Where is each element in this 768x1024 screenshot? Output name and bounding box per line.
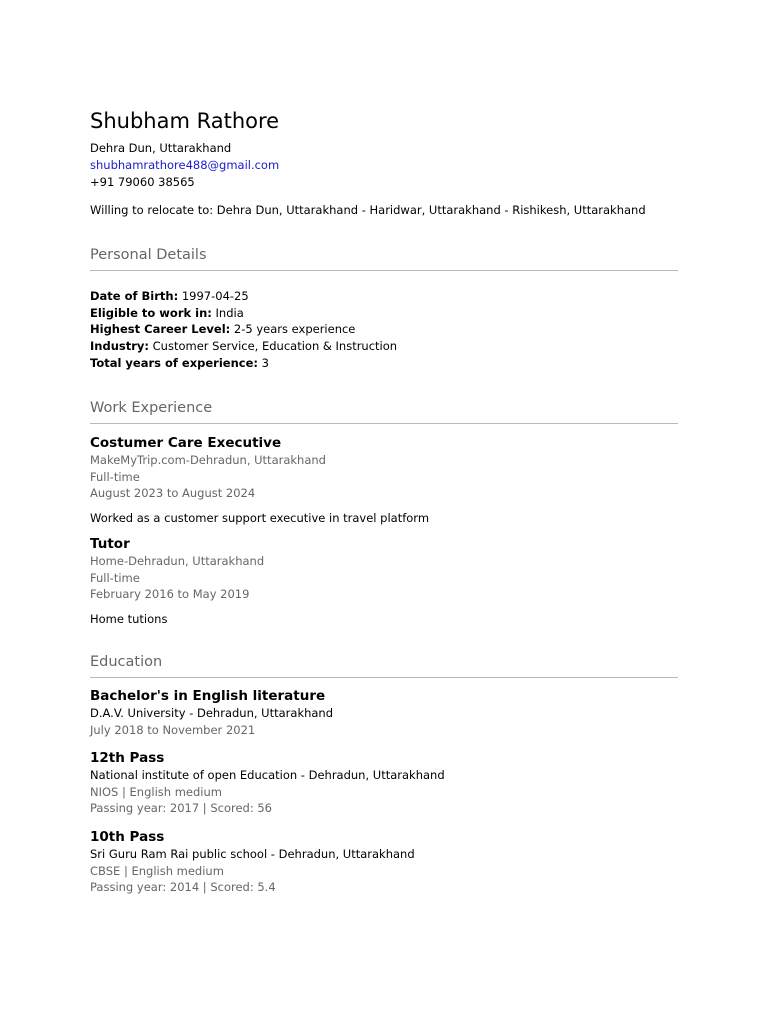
field-value: Customer Service, Education & Instruction: [152, 339, 398, 354]
location-text: Dehra Dun, Uttarakhand: [90, 141, 232, 155]
field-label: Industry:: [90, 339, 149, 354]
email-link[interactable]: shubhamrathore488@gmail.com: [90, 158, 280, 172]
job-description: Worked as a customer support executive in travel platform: [90, 511, 430, 526]
field-eligible: [90, 305, 678, 322]
job-dates: February 2016 to May 2019: [90, 587, 250, 602]
field-label: Eligible to work in:: [90, 305, 212, 320]
education-entry: [90, 687, 678, 738]
section-title-education: Education: [90, 652, 678, 678]
field-career-level: [90, 321, 678, 338]
school-name: Sri Guru Ram Rai public school - Dehradun, Uttarakhand: [90, 847, 415, 861]
education-board: NIOS | English medium: [90, 784, 222, 799]
section-title-personal: Personal Details: [90, 245, 678, 271]
education-entry: [90, 749, 678, 817]
job-entry: [90, 434, 678, 527]
school-name: National institute of open Education - Dehradun, Uttarakhand: [90, 768, 445, 782]
school-name: D.A.V. University - Dehradun, Uttarakhand: [90, 706, 334, 720]
candidate-name: Shubham Rathore: [90, 109, 280, 133]
field-value: India: [215, 305, 244, 320]
job-type: Full-time: [90, 469, 140, 484]
job-company: Home-Dehradun, Uttarakhand: [90, 554, 265, 568]
job-title: Costumer Care Executive: [90, 435, 282, 451]
education-score: Passing year: 2014 | Scored: 5.4: [90, 880, 276, 895]
education-score: Passing year: 2017 | Scored: 56: [90, 801, 272, 816]
field-value: 2-5 years experience: [233, 322, 356, 337]
education-entry: [90, 828, 678, 896]
degree-title: Bachelor's in English literature: [90, 688, 326, 704]
degree-title: 12th Pass: [90, 750, 165, 766]
phone-text: +91 79060 38565: [90, 175, 195, 189]
field-total-experience: [90, 355, 678, 372]
field-label: Total years of experience:: [90, 355, 258, 370]
job-title: Tutor: [90, 536, 130, 552]
field-industry: [90, 338, 678, 355]
job-dates: August 2023 to August 2024: [90, 486, 256, 501]
relocate-text: Willing to relocate to: Dehra Dun, Uttarakhand - Haridwar, Uttarakhand - Rishikesh, Uttarakhand: [90, 203, 646, 217]
field-dob: [90, 288, 678, 305]
degree-title: 10th Pass: [90, 829, 165, 845]
education-board: CBSE | English medium: [90, 863, 224, 878]
education-dates: July 2018 to November 2021: [90, 722, 256, 737]
contact-info: [90, 140, 279, 191]
section-title-work: Work Experience: [90, 398, 678, 424]
job-type: Full-time: [90, 570, 140, 585]
field-value: 1997-04-25: [181, 289, 249, 303]
personal-details: [90, 288, 678, 372]
job-description: Home tutions: [90, 612, 168, 627]
field-label: Date of Birth:: [90, 289, 179, 303]
field-label: Highest Career Level:: [90, 322, 231, 337]
field-value: 3: [261, 355, 269, 370]
job-company: MakeMyTrip.com-Dehradun, Uttarakhand: [90, 453, 326, 467]
job-entry: [90, 535, 678, 628]
